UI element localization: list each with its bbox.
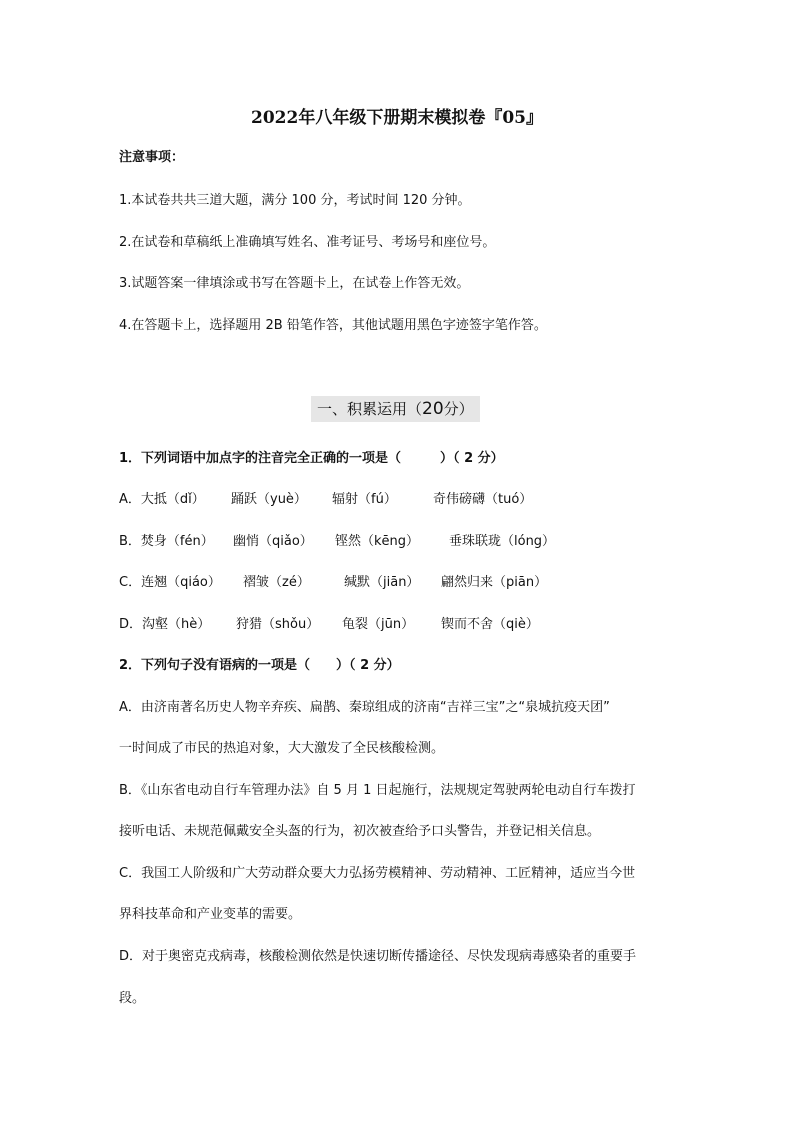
question-2-stem: 2．下列句子没有语病的一项是（ ）（ 2 分） — [119, 658, 400, 673]
question-2-line: 一时间成了市民的热追对象，大大激发了全民核酸检测。 — [119, 741, 445, 756]
page-title: 2022年八年级下册期末模拟卷『05』 — [251, 108, 543, 128]
option-word: 锲而不舍（qiè） — [441, 617, 539, 632]
option-word: 幽悄（qiǎo） — [233, 534, 313, 549]
option-label: A． — [119, 492, 141, 507]
option-word: 缄默（jiān） — [344, 575, 420, 590]
question-1-stem: 1．下列词语中加点字的注音完全正确的一项是（ ）（ 2 分） — [119, 451, 504, 466]
option-word: 奇伟磅礴（tuó） — [433, 492, 533, 507]
option-word: 连翘（qiáo） — [141, 575, 221, 590]
option-word: 狩猎（shǒu） — [236, 617, 320, 632]
question-2-line: 接听电话、未规范佩戴安全头盔的行为，初次被查给予口头警告，并登记相关信息。 — [119, 824, 601, 839]
notice-heading: 注意事项： — [119, 150, 185, 165]
question-1-option-c — [119, 573, 547, 593]
option-word: 辐射（fú） — [332, 492, 397, 507]
question-2-line: B．《山东省电动自行车管理办法》自 5 月 1 日起施行，法规规定驾驶两轮电动自行车拨打 — [119, 783, 636, 798]
notice-item-3: 3.试题答案一律填涂或书写在答题卡上，在试卷上作答无效。 — [119, 276, 470, 291]
question-2-line: A．由济南著名历史人物辛弃疾、扁鹊、秦琼组成的济南“吉祥三宝”之“泉城抗疫天团” — [119, 700, 610, 715]
option-word: 踊跃（yuè） — [231, 492, 307, 507]
question-1-option-d — [119, 615, 539, 635]
question-1-option-b — [119, 532, 555, 552]
question-2-line: 界科技革命和产业变革的需要。 — [119, 907, 302, 922]
question-2-line: 段。 — [119, 991, 146, 1006]
option-word: 沟壑（hè） — [142, 617, 211, 632]
notice-item-1: 1.本试卷共共三道大题，满分 100 分，考试时间 120 分钟。 — [119, 193, 471, 208]
section-heading-suffix: 分） — [443, 400, 474, 418]
option-word: 大抵（dǐ） — [140, 492, 205, 507]
option-word: 铿然（kēng） — [335, 534, 420, 549]
section-heading — [311, 396, 480, 422]
option-word: 翩然归来（piān） — [441, 575, 548, 590]
option-word: 垂珠联珑（lóng） — [449, 534, 556, 549]
option-word: 龟裂（jūn） — [342, 617, 415, 632]
question-2-line: C．我国工人阶级和广大劳动群众要大力弘扬劳模精神、劳动精神、工匠精神，适应当今世 — [119, 866, 636, 881]
notice-item-4: 4.在答题卡上，选择题用 2B 铅笔作答，其他试题用黑色字迹签字笔作答。 — [119, 318, 547, 333]
section-heading-score: 20 — [422, 399, 444, 419]
option-word: 焚身（fén） — [140, 534, 214, 549]
option-label: D． — [119, 617, 143, 632]
option-label: C． — [119, 575, 142, 590]
question-2-line: D．对于奥密克戎病毒，核酸检测依然是快速切断传播途径、尽快发现病毒感染者的重要手 — [119, 949, 637, 964]
question-1-option-a — [119, 490, 532, 510]
notice-item-2: 2.在试卷和草稿纸上准确填写姓名、准考证号、考场号和座位号。 — [119, 235, 496, 250]
option-word: 褶皱（zé） — [243, 575, 310, 590]
option-label: B． — [119, 534, 141, 549]
section-heading-prefix: 一、积累运用（ — [317, 400, 423, 418]
